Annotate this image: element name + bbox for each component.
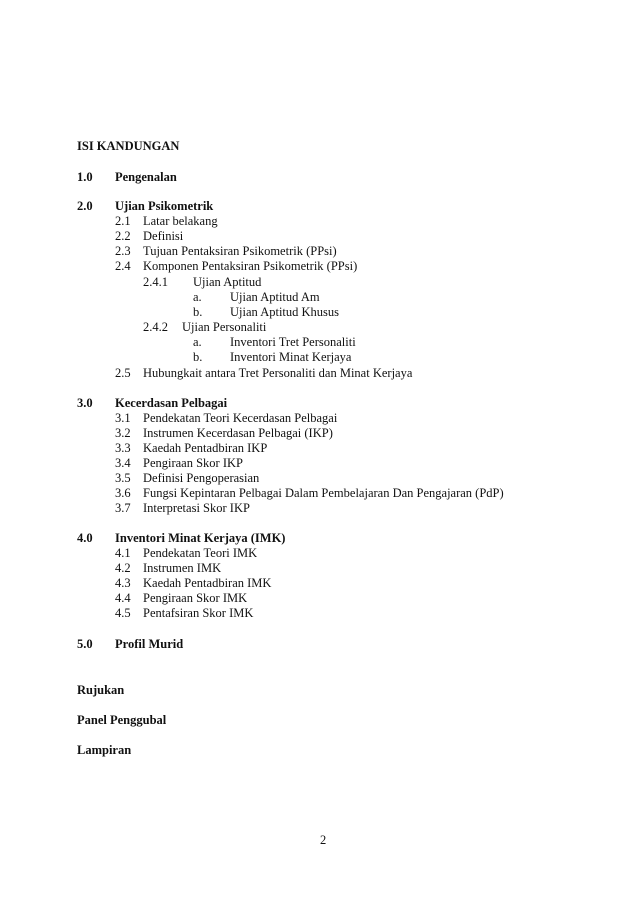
toc-item-number: 2.2 xyxy=(115,229,131,243)
toc-item-number: 4.5 xyxy=(115,606,131,620)
toc-item-label: Pendekatan Teori IMK xyxy=(143,546,258,560)
toc-item-label: Pendekatan Teori Kecerdasan Pelbagai xyxy=(143,411,338,425)
toc-item-number: 3.6 xyxy=(115,486,131,500)
toc-subsubitem-letter: a. xyxy=(193,335,202,349)
toc-item-number: 4.2 xyxy=(115,561,131,575)
toc-item-number: 4.4 xyxy=(115,591,131,605)
toc-subsubitem-label: Inventori Tret Personaliti xyxy=(230,335,356,349)
section-title: Inventori Minat Kerjaya (IMK) xyxy=(115,531,286,545)
toc-item-number: 2.1 xyxy=(115,214,131,228)
section-number: 4.0 xyxy=(77,531,93,545)
toc-item-label: Tujuan Pentaksiran Psikometrik (PPsi) xyxy=(143,244,337,258)
toc-extra-rujukan: Rujukan xyxy=(77,683,125,697)
toc-item-label: Definisi xyxy=(143,229,184,243)
toc-item-label: Pengiraan Skor IKP xyxy=(143,456,243,470)
toc-item-label: Hubungkait antara Tret Personaliti dan Minat Kerjaya xyxy=(143,366,413,380)
section-number: 2.0 xyxy=(77,199,93,213)
toc-item-label: Instrumen IMK xyxy=(143,561,222,575)
toc-item-number: 3.3 xyxy=(115,441,131,455)
page-number: 2 xyxy=(320,833,327,847)
toc-subsubitem-label: Ujian Aptitud Am xyxy=(230,290,320,304)
toc-item-label: Kaedah Pentadbiran IKP xyxy=(143,441,268,455)
toc-item-label: Latar belakang xyxy=(143,214,218,228)
toc-item-label: Kaedah Pentadbiran IMK xyxy=(143,576,272,590)
toc-subsubitem-label: Ujian Aptitud Khusus xyxy=(230,305,340,319)
toc-item-label: Pentafsiran Skor IMK xyxy=(143,606,254,620)
toc-subitem-number: 2.4.1 xyxy=(143,275,168,289)
toc-subsubitem-letter: b. xyxy=(193,350,203,364)
toc-extra-lampiran: Lampiran xyxy=(77,743,132,757)
toc-item-label: Interpretasi Skor IKP xyxy=(143,501,250,515)
section-number: 5.0 xyxy=(77,637,93,651)
toc-subsubitem-label: Inventori Minat Kerjaya xyxy=(230,350,352,364)
toc-item-number: 4.3 xyxy=(115,576,131,590)
toc-item-label: Pengiraan Skor IMK xyxy=(143,591,248,605)
toc-item-number: 2.5 xyxy=(115,366,131,380)
toc-item-number: 3.1 xyxy=(115,411,131,425)
toc-item-number: 3.4 xyxy=(115,456,131,470)
toc-item-number: 2.4 xyxy=(115,259,131,273)
section-title: Pengenalan xyxy=(115,170,177,184)
toc-subitem-label: Ujian Aptitud xyxy=(193,275,262,289)
toc-item-number: 3.7 xyxy=(115,501,131,515)
toc-item-number: 3.2 xyxy=(115,426,131,440)
toc-item-label: Komponen Pentaksiran Psikometrik (PPsi) xyxy=(143,259,358,273)
toc-item-label: Definisi Pengoperasian xyxy=(143,471,260,485)
toc-subsubitem-letter: a. xyxy=(193,290,202,304)
toc-item-number: 2.3 xyxy=(115,244,131,258)
toc-item-label: Instrumen Kecerdasan Pelbagai (IKP) xyxy=(143,426,333,440)
toc-title: ISI KANDUNGAN xyxy=(77,139,180,153)
toc-extra-panel-penggubal: Panel Penggubal xyxy=(77,713,167,727)
section-title: Profil Murid xyxy=(115,637,184,651)
section-number: 3.0 xyxy=(77,396,93,410)
toc-subitem-label: Ujian Personaliti xyxy=(182,320,267,334)
section-number: 1.0 xyxy=(77,170,93,184)
toc-item-label: Fungsi Kepintaran Pelbagai Dalam Pembelajaran Dan Pengajaran (PdP) xyxy=(143,486,504,500)
toc-item-number: 3.5 xyxy=(115,471,131,485)
section-title: Ujian Psikometrik xyxy=(115,199,214,213)
toc-subsubitem-letter: b. xyxy=(193,305,203,319)
toc-subitem-number: 2.4.2 xyxy=(143,320,168,334)
section-title: Kecerdasan Pelbagai xyxy=(115,396,228,410)
toc-item-number: 4.1 xyxy=(115,546,131,560)
